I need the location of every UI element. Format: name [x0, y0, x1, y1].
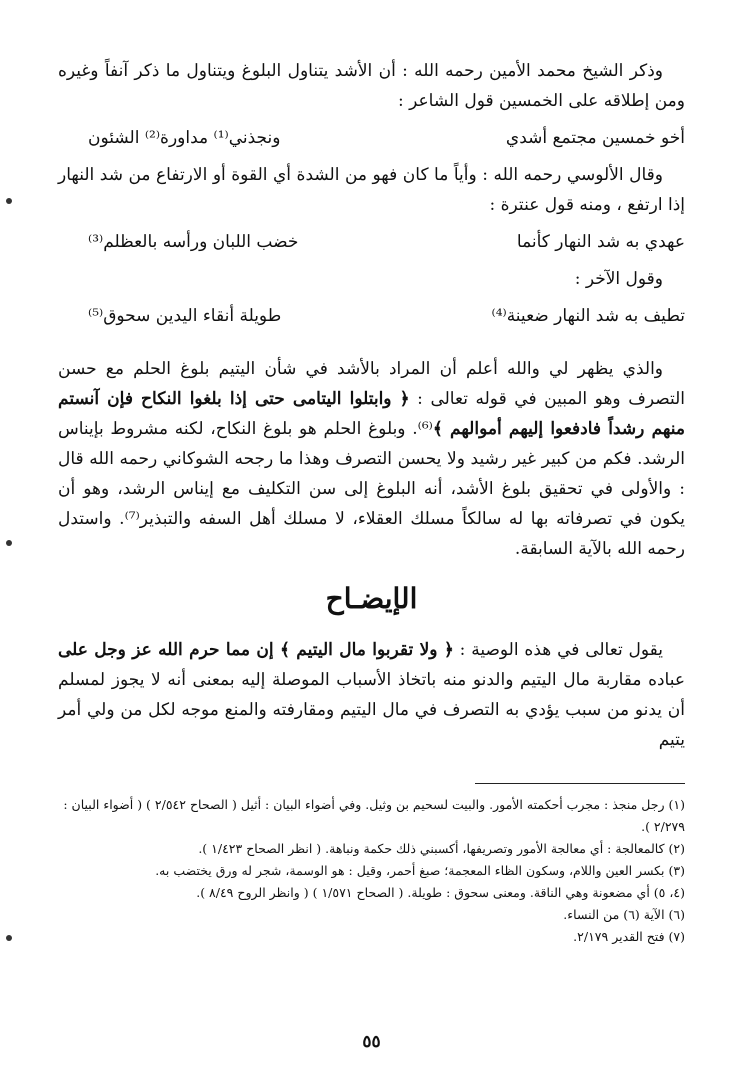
- verse-2-second-hemistich: خضب اللبان ورأسه بالعظلم⁽³⁾: [88, 232, 299, 252]
- footnote-4-5: (٤، ٥) أي مضعونة وهي الناقة. ومعنى سحوق : طويلة. ( الصحاح ١/٥٧١ ) ( وانظر الروح ٨/٤٩ ).: [196, 885, 685, 900]
- verse-2: [58, 227, 685, 257]
- verse-3: [58, 301, 685, 331]
- paragraph-1-text: وذكر الشيخ محمد الأمين رحمه الله : أن الأشد يتناول البلوغ ويتناول ما ذكر آنفاً وغيره ومن إطلاقه على الخمسين قول الشاعر :: [58, 61, 685, 111]
- footnote-1: (١) رجل منجذ : مجرب أحكمته الأمور. والبيت لسحيم بن وثيل. وفي أضواء البيان : أثيل ( الصحاح ٢/٥٤٢ ) ( أضواء البيان : ٢/٢٧٩ ).: [63, 797, 685, 834]
- paragraph-5: [58, 635, 685, 755]
- footnote-7: (٧) فتح القدير ٢/١٧٩.: [573, 929, 685, 944]
- paragraph-5-text-b: عباده مقاربة مال اليتيم والدنو منه باتخاذ الأسباب الموصلة إليه بمعنى أنه لا يجوز لمسلم أن يدنو من سبب يؤدي به التصرف في مال اليتيم ومقارفته والمنع موجه لكل من ولي أمر يتيم: [58, 670, 685, 750]
- verse-1-second-hemistich: ونجذني⁽¹⁾ مداورة⁽²⁾ الشئون: [88, 128, 281, 148]
- paragraph-4-text-a: والذي يظهر لي والله أعلم أن المراد بالأشد في شأن اليتيم بلوغ الحلم مع حسن التصرف وهو المبين في قوله تعالى :: [58, 359, 685, 409]
- verse-1-first-hemistich: أخو خمسين مجتمع أشدي: [505, 128, 685, 148]
- page-number: ٥٥: [362, 1032, 381, 1052]
- footnote-6: (٦) الآية (٦) من النساء.: [563, 907, 685, 922]
- margin-dot: [6, 198, 12, 204]
- quran-verse-nisa-6: ﴿ وابتلوا اليتامى حتى إذا بلغوا النكاح فإن آنستم منهم رشداً فادفعوا إليهم أموالهم ﴾: [58, 389, 685, 439]
- footnote-2: (٢) كالمعالجة : أي معالجة الأمور وتصريفها، أكسبني ذلك حكمة ونباهة. ( انظر الصحاح ١/٤٢٣ ).: [198, 841, 685, 856]
- paragraph-3-text: وقول الآخر :: [574, 269, 663, 289]
- paragraph-3: [58, 264, 685, 294]
- paragraph-2: [58, 160, 685, 220]
- margin-dot: [6, 540, 12, 546]
- footnote-3: (٣) بكسر العين واللام، وسكون الظاء المعجمة؛ صبغ أحمر، وقيل : هو الوسمة، شجر له ورق يختضب به.: [155, 863, 685, 878]
- verse-2-first-hemistich: عهدي به شد النهار كأنما: [516, 232, 685, 252]
- footnote-divider: [475, 783, 685, 784]
- paragraph-4: [58, 354, 685, 564]
- footnotes: [58, 794, 685, 948]
- quran-verse-anam-152: ﴿ ولا تقربوا مال اليتيم ﴾ إن مما حرم الله عز وجل على: [58, 640, 454, 660]
- paragraph-1: [58, 56, 685, 116]
- verse-1: [58, 123, 685, 153]
- margin-dot: [6, 935, 12, 941]
- verse-3-second-hemistich: طويلة أنقاء اليدين سحوق⁽⁵⁾: [88, 306, 282, 326]
- paragraph-5-text-a: يقول تعالى في هذه الوصية :: [453, 640, 663, 660]
- verse-3-first-hemistich: تطيف به شد النهار ضعينة⁽⁴⁾: [491, 306, 685, 326]
- paragraph-2-text: وقال الألوسي رحمه الله : وأياً ما كان فهو من الشدة أي القوة أو الارتفاع من شد النهار إذا ارتفع ، ومنه قول عنترة :: [58, 165, 685, 215]
- paragraph-4-text-b: ⁽⁶⁾. وبلوغ الحلم هو بلوغ النكاح، لكنه مشروط بإيناس الرشد. فكم من كبير غير رشيد ولا يحسن التصرف وهذا ما رجحه الشوكاني رحمه الله قال : والأولى في تحقيق بلوغ الأشد، أنه البلوغ إلى سن التكليف مع إيناس الرشد، وهو أن يكون في تصرفاته بها له سالكاً مسلك العقلاء، لا مسلك أهل السفه والتبذير⁽⁷⁾. واستدل رحمه الله بالآية السابقة.: [58, 419, 685, 559]
- page-content: [58, 56, 685, 1046]
- section-heading: الإيضـاح: [325, 582, 418, 615]
